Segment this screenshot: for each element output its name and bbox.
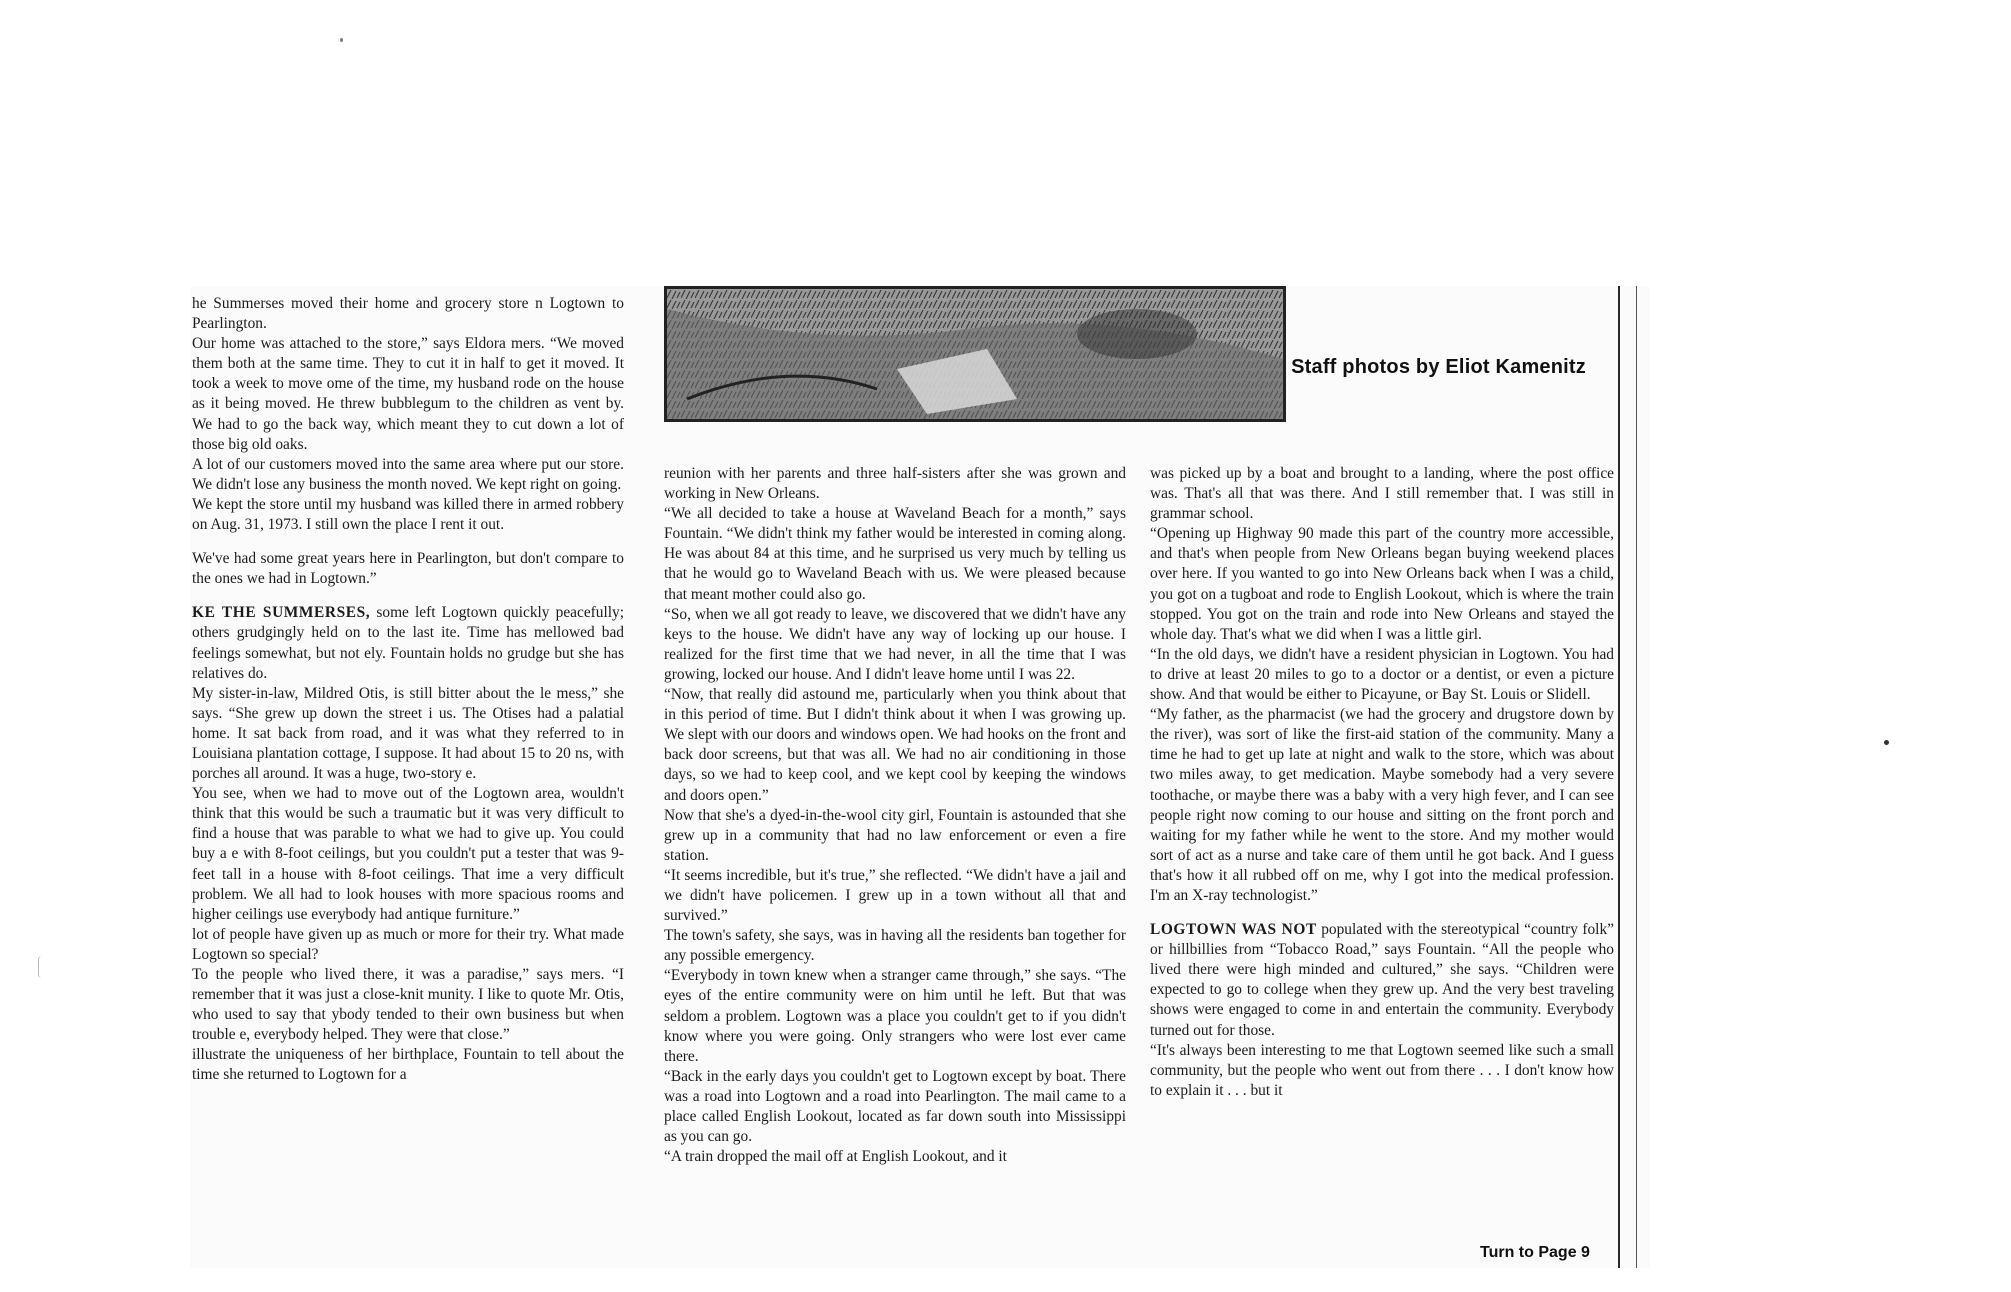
- paragraph-gap: [192, 589, 624, 603]
- scan-speck: [340, 38, 343, 42]
- article-paragraph: To the people who lived there, it was a paradise,” says mers. “I remember that it was just a close-knit munity. I like to quote Mr. Otis, who used to say that ybody tended to their own business but when trouble e, everybody helped. They were that close.”: [192, 966, 624, 1044]
- paragraph-gap: [1150, 906, 1614, 920]
- article-paragraph: My sister-in-law, Mildred Otis, is still bitter about the le mess,” she says. “She grew up down the street i us. The Otises had a palatial home. It sat back from road, and it was what they referred to in Louisiana plantation cottage, I suppose. It had about 15 to 20 ns, with porches all around. It was a huge, two-story e.: [192, 684, 624, 783]
- newspaper-photo: [664, 286, 1286, 422]
- section-lead-in: KE THE SUMMERSES,: [192, 604, 371, 622]
- paragraph-text: some left Logtown quickly peacefully; others grudgingly held on to the last ite. Time has mellowed bad feelings somewhat, but not ely. Fountain holds no grudge but she has relatives do.: [192, 604, 624, 682]
- article-paragraph: “Now, that really did astound me, particularly when you think about that in this period of time. But I didn't think about it when I was growing up. We slept with our doors and windows open. We had hooks on the front and back door screens, but that was all. We had no air conditioning in those days, so we had to keep cool, and we kept cool by keeping the windows and doors open.”: [664, 686, 1126, 804]
- article-paragraph: “We all decided to take a house at Waveland Beach for a month,” says Fountain. “We didn't think my father would be interested in coming along. He was about 84 at this time, and he surprised us very much by telling us that he would go to Waveland Beach with us. We were pleased because that meant mother could also go.: [664, 505, 1126, 603]
- article-paragraph: “My father, as the pharmacist (we had the grocery and drugstore down by the river), was sort of like the first-aid station of the community. Many a time he had to get up late at night and walk to the store, which was about two miles away, to get medication. Maybe somebody had a very severe toothache, or maybe there was a baby with a very high fever, and I can see people right now coming to our house and sitting on the front porch and waiting for my father while he went to the store. And my mother would sort of act as a nurse and take care of them until he got back. And I guess that's how it all rubbed off on me, why I got into the medical profession. I'm an X-ray technologist.”: [1150, 706, 1614, 904]
- article-column-1: [192, 294, 624, 1086]
- paragraph-text: populated with the stereotypical “country folk” or hillbillies from “Tobacco Road,” says Fountain. “All the people who lived there were high minded and cultured,” she says. “Children were expected to go to college when they grew up. And the very best traveling shows were engaged to come in and entertain the community. Everybody turned out for those.: [1150, 921, 1614, 1039]
- article-paragraph: illustrate the uniqueness of her birthplace, Fountain to tell about the time she returned to Logtown for a: [192, 1046, 624, 1084]
- clipping-edge: [1618, 286, 1620, 1268]
- article-paragraph: he Summerses moved their home and grocery store n Logtown to Pearlington.: [192, 295, 624, 333]
- article-paragraph: reunion with her parents and three half-sisters after she was grown and working in New Orleans.: [664, 465, 1126, 503]
- article-paragraph: “A train dropped the mail off at English Lookout, and it: [664, 1148, 1007, 1166]
- article-paragraph: Our home was attached to the store,” says Eldora mers. “We moved them both at the same time. They to cut it in half to get it moved. It took a week to move ome of the time, my husband rode on the house as it being moved. He threw bubblegum to the children as vent by. We had to go the back way, which meant they to cut down a lot of those big old oaks.: [192, 335, 624, 453]
- article-paragraph: The town's safety, she says, was in having all the residents ban together for any possible emergency.: [664, 927, 1126, 965]
- article-paragraph: “In the old days, we didn't have a resident physician in Logtown. You had to drive at least 20 miles to go to a doctor or a dentist, or even a picture show. And that would be either to Picayune, or Bay St. Louis or Slidell.: [1150, 645, 1614, 704]
- article-paragraph: You see, when we had to move out of the Logtown area, wouldn't think that this would be such a traumatic but it was very difficult to find a house that was parable to what we had to give up. You could buy a e with 8-foot ceilings, but you couldn't put a tester that was 9-feet tall in a house with 8-foot ceilings. That ime a very difficult problem. We all had to look houses with more spacious rooms and higher ceilings use everybody had antique furniture.”: [192, 785, 624, 923]
- photo-credit: Staff photos by Eliot Kamenitz: [1291, 356, 1586, 378]
- article-paragraph: [1150, 920, 1614, 1041]
- article-paragraph: “It's always been interesting to me that Logtown seemed like such a small community, but the people who went out from there . . . I don't know how to explain it . . . but it: [1150, 1041, 1614, 1099]
- article-paragraph: “Back in the early days you couldn't get to Logtown except by boat. There was a road into Logtown and a road into Pearlington. The mail came to a place called English Lookout, located as far down south into Mississippi as you can go.: [664, 1067, 1126, 1146]
- scan-mark: [38, 956, 45, 978]
- photo-grain: [667, 289, 1283, 419]
- article-paragraph: was picked up by a boat and brought to a landing, where the post office was. That's all that was there. And I still remember that. I was still in grammar school.: [1150, 465, 1614, 523]
- article-paragraph: “Everybody in town knew when a stranger came through,” she says. “The eyes of the entire community were on him until he left. But that was seldom a problem. Logtown was a place you couldn't get to if you didn't know where you were going. Only strangers who were lost ever came there.: [664, 967, 1126, 1065]
- article-column-3: [1150, 464, 1614, 1101]
- article-column-2: [664, 464, 1126, 1167]
- clipping-edge-shadow: [1636, 286, 1637, 1268]
- article-paragraph: [192, 603, 624, 683]
- newspaper-clipping: [190, 286, 1650, 1268]
- article-paragraph: We've had some great years here in Pearlington, but don't compare to the ones we had in Logtown.”: [192, 550, 624, 588]
- article-paragraph: A lot of our customers moved into the same area where put our store. We didn't lose any business the month noved. We kept right on going.: [192, 455, 624, 493]
- photo-strip: [664, 286, 1618, 426]
- article-paragraph: Now that she's a dyed-in-the-wool city girl, Fountain is astounded that she grew up in a community that had no law enforcement or even a fire station.: [664, 806, 1126, 864]
- section-lead-in: LOGTOWN WAS NOT: [1150, 921, 1317, 939]
- article-paragraph: lot of people have given up as much or more for their try. What made Logtown so special?: [192, 925, 624, 963]
- article-paragraph: “It seems incredible, but it's true,” she reflected. “We didn't have a jail and we didn't have policemen. I grew up in a town without all that and survived.”: [664, 866, 1126, 925]
- scan-speck: [1884, 740, 1889, 745]
- article-paragraph: “Opening up Highway 90 made this part of the country more accessible, and that's when people from New Orleans began buying weekend places over here. If you wanted to go into New Orleans back when I was a child, you got on a tugboat and rode to English Lookout, which is where the train stopped. You got on the train and rode into New Orleans and stayed the whole day. That's what we did when I was a little girl.: [1150, 525, 1614, 643]
- continuation-note: Turn to Page 9: [1480, 1244, 1590, 1261]
- paragraph-gap: [192, 535, 624, 549]
- article-paragraph: We kept the store until my husband was killed there in armed robbery on Aug. 31, 1973. I still own the place I rent it out.: [192, 495, 624, 534]
- article-paragraph: “So, when we all got ready to leave, we discovered that we didn't have any keys to the house. We didn't have any way of locking up our house. I realized for the first time that we had never, in all the time that I was growing, locked our house. And I didn't leave home until I was 22.: [664, 605, 1126, 683]
